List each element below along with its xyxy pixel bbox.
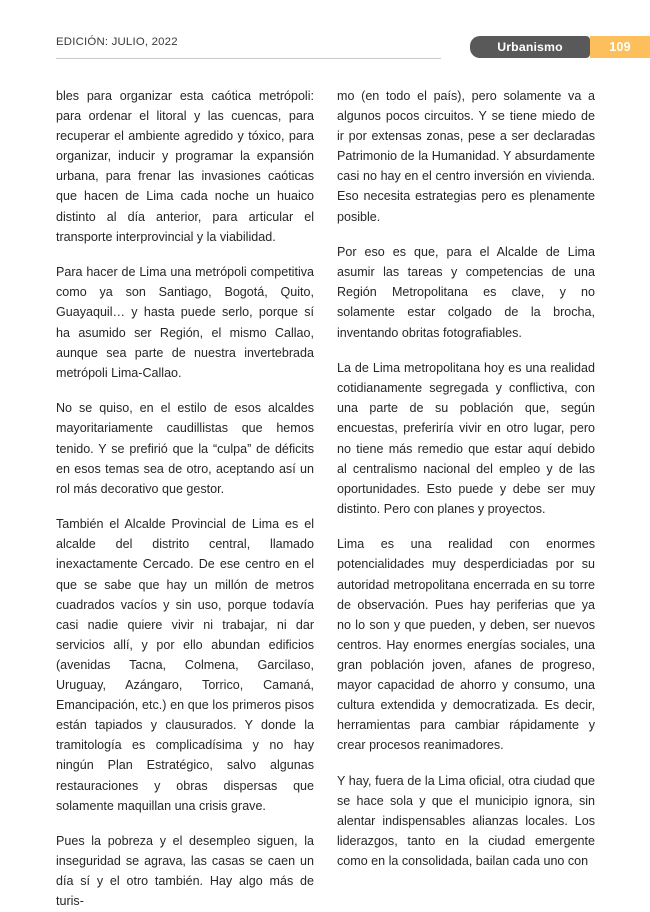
edition-label: EDICIÓN: JULIO, 2022 [56, 36, 178, 48]
two-column-layout [56, 86, 594, 912]
paragraph: Y hay, fuera de la Lima oficial, otra ciudad que se hace sola y que el municipio ignora, sin alentar indispensables alianzas locales. Los liderazgos, tanto en la ciudad emergente como en la consolidada, bailan cada uno con [337, 773, 595, 869]
page-number-label: 109 [609, 39, 631, 54]
paragraph: bles para organizar esta caótica metrópoli: para ordenar el litoral y las cuencas, para recuperar el ambiente agredido y tóxico, para organizar, inducir y programar la expansión urbana, para frenar las invasiones caóticas que hacen de Lima cada noche un huaico distinto al día anterior, para articular el transporte interprovincial y la viabilidad. [56, 89, 314, 244]
article-body [56, 86, 595, 909]
paragraph: También el Alcalde Provincial de Lima es el alcalde del distrito central, llamado inexactamente Cercado. De ese centro en el que se sabe que hay un millón de metros cuadrados vacíos y sin uso, porque todavía casi nadie quiere vivir ni trabajar, ni dar servicios allí, y por ello abundan edificios (avenidas Tacna, Colmena, Garcilaso, Uruguay, Azángaro, Torrico, Camaná, Emancipación, etc.) en que los primeros pisos están tapiados y clausurados. Y donde la tramitología es complicadísima y no hay ningún Plan Estratégico, salvo algunas restauraciones y obras dispersas que solamente maquillan una crisis grave. [56, 517, 314, 813]
section-tab [470, 36, 590, 58]
right-column [337, 86, 595, 871]
header-divider [56, 58, 441, 59]
paragraph: Pues la pobreza y el desempleo siguen, la inseguridad se agrava, las casas se caen un día sí y el otro también. Hay algo más de turis- [56, 834, 314, 909]
section-tab-label: Urbanismo [497, 39, 563, 54]
paragraph: Lima es una realidad con enormes potencialidades muy desperdiciadas por su autoridad metropolitana encerrada en su torre de observación. Pues hay periferias que ya no lo son y que pueden, y deben, ser nuevos centros. Hay enormes energías sociales, una gran población joven, afanes de progreso, mayor capacidad de ahorro y consumo, una cultura extendida y democratizada. Es decir, herramientas para cambiar rápidamente y crear procesos reanimadores. [337, 537, 595, 753]
paragraph: La de Lima metropolitana hoy es una realidad cotidianamente segregada y conflictiva, con una parte de su población que, según encuestas, preferiría vivir en otro lugar, pero no tiene más remedio que estar aquí debido al centralismo nacional del empleo y de las oportunidades. Esto puede y debe ser muy distinto. Pero con planes y proyectos. [337, 361, 595, 516]
page-header [0, 0, 650, 78]
paragraph: mo (en todo el país), pero solamente va a algunos pocos circuitos. Y se tiene miedo de ir por extensas zonas, pese a ser declaradas Patrimonio de la Humanidad. Y absurdamente casi no hay en el centro inversión en vivienda. Eso necesita estrategias pero es plenamente posible. [337, 89, 595, 224]
left-column [56, 86, 314, 912]
paragraph: Por eso es que, para el Alcalde de Lima asumir las tareas y competencias de una Región Metropolitana es clave, y no solamente estar colgado de la brocha, inventando obritas fotografiables. [337, 245, 595, 340]
paragraph: No se quiso, en el estilo de esos alcaldes mayoritariamente caudillistas que hemos tenido. Y se prefirió que la “culpa” de déficits en esos temas sea de otro, aceptando así un rol más decorativo que gestor. [56, 401, 314, 496]
paragraph: Para hacer de Lima una metrópoli competitiva como ya son Santiago, Bogotá, Quito, Guayaquil… y hasta puede serlo, porque sí ha asumido ser Región, el mismo Callao, aunque sea parte de nuestra invertebrada metrópoli Lima-Callao. [56, 265, 314, 380]
page-number-badge [590, 36, 650, 58]
